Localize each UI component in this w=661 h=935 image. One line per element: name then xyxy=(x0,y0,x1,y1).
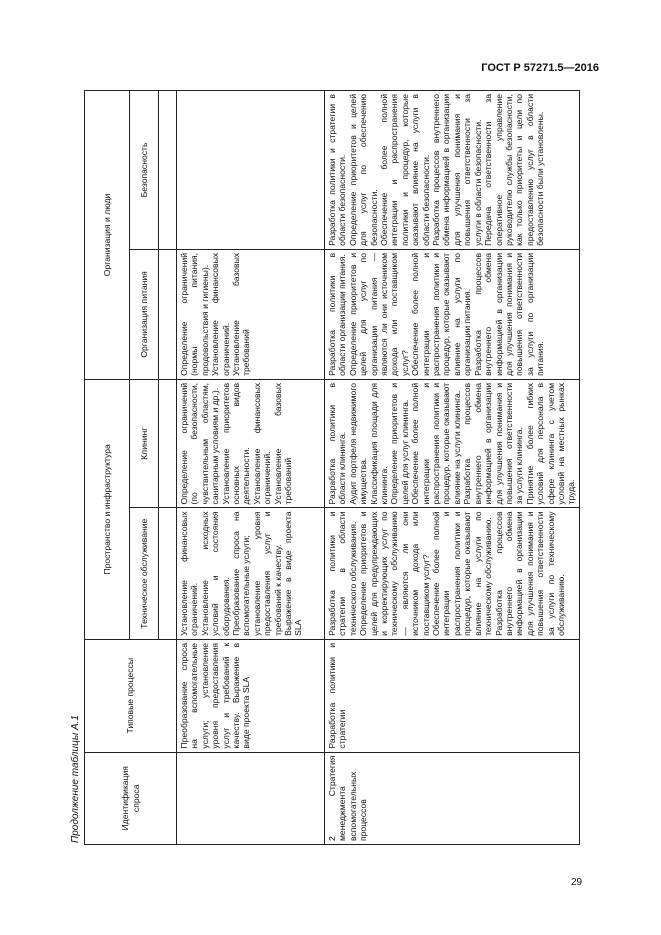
cell-maintenance: Установление финансовых ограничений. Установление исходных условий и состояния оборудования. Преобразование спроса на вспомогательные услуги; установление уровня предоставления услуг и требований к качеству. Выражение в виде проекта SLA xyxy=(177,508,325,639)
table-caption: Продолжение таблицы А.1 xyxy=(70,715,81,843)
header-maintenance: Техническое обслуживание xyxy=(130,508,159,639)
cell-catering: Определение ограничений (нормы питания, продовольствия и гигиены). Установление финансовых ограничений. Установление базовых требований xyxy=(177,249,325,379)
cell-cleaning: Разработка политики в области клининга. Аудит портфеля недвижимого имущества. Классификация площади для клининга. Определение приоритетов и целей для услуг клининга. Обеспечение более полной интеграции и распространения политики и процедур, которые оказывают влияние на услуги клининга. Разработка процессов внутреннего обмена информацией в организации для улучшения понимания и повышения ответственности за услуги клининга. Принятие более гибких условий для персонала в сфере клининга с учетом условий на местных рынках труда. xyxy=(325,379,580,508)
table-row xyxy=(177,91,325,845)
cell-typical-processes: Разработка политики и стратегии xyxy=(325,639,580,752)
cell-catering: Разработка политики в области организации питания. Определение приоритетов и целей для услуг по организации питания — являются ли они источником дохода или поставщиком услуг? Обеспечение более полной интеграции и распространения политики и процедур, которые оказывают влияние на услуги по организации питания. Разработка процессов внутреннего обмена информацией в организации для улучшения понимания и повышения ответственности за услуги по организации питания. xyxy=(325,249,580,379)
cell-typical-processes: Преобразование спроса на вспомогательные услуги; установление уровня предоставления услуг и требований к качеству. Выражение в виде проекта SLA xyxy=(177,639,325,752)
cell-security xyxy=(177,91,325,250)
header-catering: Организация питания xyxy=(130,249,159,379)
page-number: 29 xyxy=(571,877,583,888)
table-a1 xyxy=(84,90,580,845)
cell-identification xyxy=(177,752,325,844)
rotated-table-region xyxy=(70,90,577,845)
cell-identification: 2 Стратегия менеджмента вспомогательных процессов xyxy=(325,752,580,844)
cell-maintenance: Разработка политики и стратегии в области технического обслуживания. Определение приоритетов и целей для предупреждающих и корректирующих услуг по техническому обслуживанию — являются ли они источником дохода или поставщиком услуг? Обеспечение более полной интеграции и распространения политики и процедур, которые оказывают влияние на услуги по техническому обслуживанию. Разработка процессов внутреннего обмена информацией в организации для улучшения понимания и повышения ответственности за услуги по техническому обслуживанию. xyxy=(325,508,580,639)
header-organization-people: Организация и люди xyxy=(85,91,130,380)
table-row xyxy=(325,91,580,845)
header-identification: Идентификация спроса xyxy=(85,752,177,844)
header-space-infrastructure: Пространство и инфраструктура xyxy=(85,379,130,639)
cell-security: Разработка политики и стратегии в области безопасности. Определение приоритетов и целей для услуг по обеспечению безопасности. Обеспечение более полной интеграции и распространения политики и процедур, которые оказывают влияние на услуги в области безопасности. Разработка процессов внутреннего обмена информацией в организации для улучшения понимания и повышения ответственности за услуги в области безопасности. Передача ответственности за оперативное управление руководителю службы безопасности, как только приоритеты и цели по предоставлению услуг в области безопасности были установлены. xyxy=(325,91,580,250)
header-security: Безопасность xyxy=(130,91,159,250)
standard-designation: ГОСТ Р 57271.5—2016 xyxy=(481,62,599,74)
cell-cleaning: Определение ограничений (по безопасности, чувствительным областям, санитарным условиям и др.). Установление приоритетов основных видов деятельности. Установление финансовых ограничений. Установление базовых требований xyxy=(177,379,325,508)
header-cleaning: Клининг xyxy=(130,379,159,508)
header-typical-processes: Типовые процессы xyxy=(85,639,177,752)
